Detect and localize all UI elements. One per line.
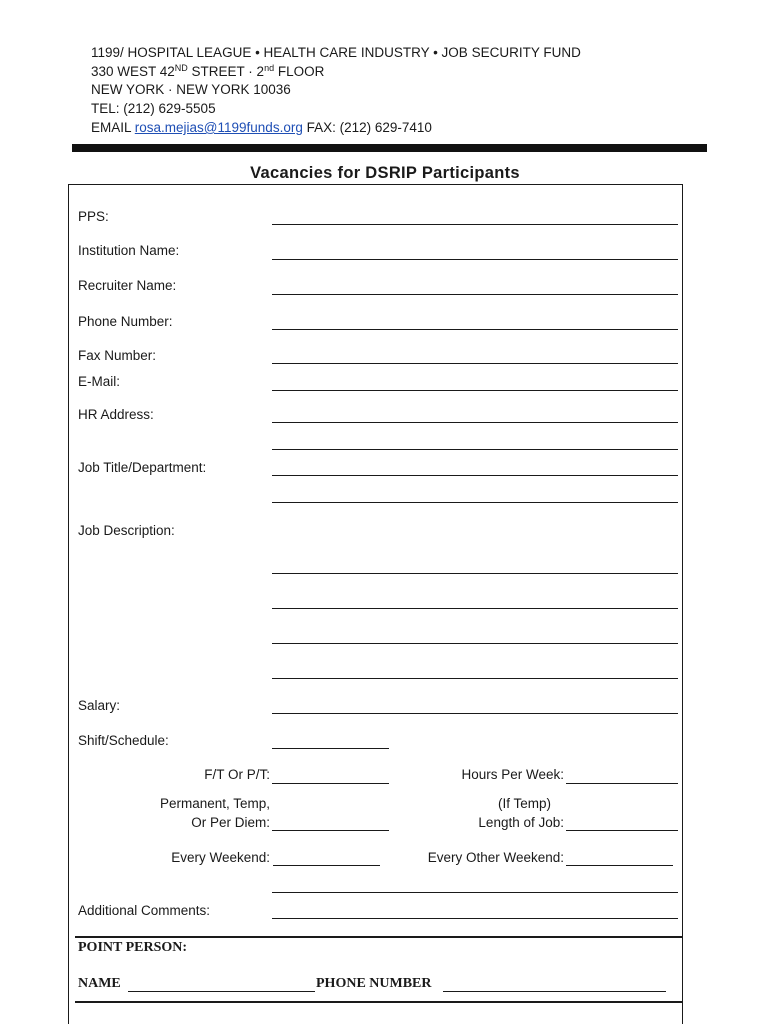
form-title: Vacancies for DSRIP Participants (250, 164, 520, 182)
additional-comments-input-line-2[interactable] (272, 918, 678, 919)
street-number-suffix: ND (174, 63, 188, 73)
every-other-weekend-input-line[interactable] (566, 865, 673, 866)
street-address-end: FLOOR (274, 64, 325, 79)
header-divider (72, 144, 707, 152)
job-description-input-line-4[interactable] (272, 678, 678, 679)
temp-length-label-line-2: Length of Job: (478, 815, 564, 830)
every-weekend-label: Every Weekend: (171, 850, 270, 865)
street-address-middle: STREET · 2 (187, 64, 265, 79)
point-person-name-label: NAME (78, 976, 121, 991)
fax-number-input-line[interactable] (272, 363, 678, 364)
employment-type-label-line-2: Or Per Diem: (191, 815, 270, 830)
hr-address-input-line-2[interactable] (272, 449, 678, 450)
phone-number-label: Phone Number: (78, 314, 173, 329)
ft-pt-label: F/T Or P/T: (204, 767, 270, 782)
org-name: 1199/ HOSPITAL LEAGUE • HEALTH CARE INDUSTRY • JOB SECURITY FUND (91, 45, 581, 60)
pps-input-line[interactable] (272, 224, 678, 225)
institution-name-input-line[interactable] (272, 259, 678, 260)
job-description-input-line-1[interactable] (272, 573, 678, 574)
recruiter-name-input-line[interactable] (272, 294, 678, 295)
job-description-label: Job Description: (78, 523, 175, 538)
email-field-label: E-Mail: (78, 374, 121, 389)
institution-name-label: Institution Name: (78, 243, 180, 258)
email-input-line[interactable] (272, 390, 678, 391)
job-title-input-line-2[interactable] (272, 502, 678, 503)
employment-type-label-line-1: Permanent, Temp, (159, 796, 270, 811)
street-address (91, 63, 324, 81)
temp-length-label-line-1: (If Temp) (498, 796, 552, 811)
point-person-phone-label: PHONE NUMBER (316, 976, 432, 991)
hr-address-input-line-1[interactable] (272, 422, 678, 423)
fax-number-label: Fax Number: (78, 348, 157, 363)
salary-input-line[interactable] (272, 713, 678, 714)
city-address: NEW YORK · NEW YORK 10036 (91, 82, 291, 97)
fax-number: FAX: (212) 629-7410 (306, 120, 432, 135)
point-person-divider-top (75, 936, 682, 938)
shift-schedule-label: Shift/Schedule: (78, 733, 169, 748)
every-weekend-input-line[interactable] (273, 865, 380, 866)
point-person-divider-bottom (75, 1001, 682, 1003)
ft-pt-input-line[interactable] (272, 783, 389, 784)
additional-comments-input-line-1[interactable] (272, 892, 678, 893)
contact-line (91, 119, 432, 137)
job-title-input-line-1[interactable] (272, 475, 678, 476)
phone-number-input-line[interactable] (272, 329, 678, 330)
email-link[interactable]: rosa.mejias@1199funds.org (134, 120, 303, 135)
point-person-heading: POINT PERSON: (78, 940, 188, 955)
point-person-name-input-line[interactable] (128, 991, 315, 992)
point-person-phone-input-line[interactable] (443, 991, 666, 992)
floor-number-suffix: nd (264, 63, 275, 73)
hr-address-label: HR Address: (78, 407, 154, 422)
temp-length-input-line[interactable] (566, 830, 678, 831)
employment-type-input-line[interactable] (272, 830, 389, 831)
telephone: TEL: (212) 629-5505 (91, 101, 216, 116)
hours-per-week-label: Hours Per Week: (461, 767, 564, 782)
street-address-start: 330 WEST 42 (91, 64, 175, 79)
every-other-weekend-label: Every Other Weekend: (427, 850, 564, 865)
job-description-input-line-3[interactable] (272, 643, 678, 644)
additional-comments-label: Additional Comments: (78, 903, 211, 918)
email-label: EMAIL (91, 120, 132, 135)
pps-label: PPS: (78, 209, 109, 224)
salary-label: Salary: (78, 698, 121, 713)
recruiter-name-label: Recruiter Name: (78, 278, 177, 293)
job-title-label: Job Title/Department: (78, 460, 207, 475)
hours-per-week-input-line[interactable] (566, 783, 678, 784)
form-border (68, 184, 683, 1024)
job-description-input-line-2[interactable] (272, 608, 678, 609)
shift-schedule-input-line[interactable] (272, 748, 389, 749)
